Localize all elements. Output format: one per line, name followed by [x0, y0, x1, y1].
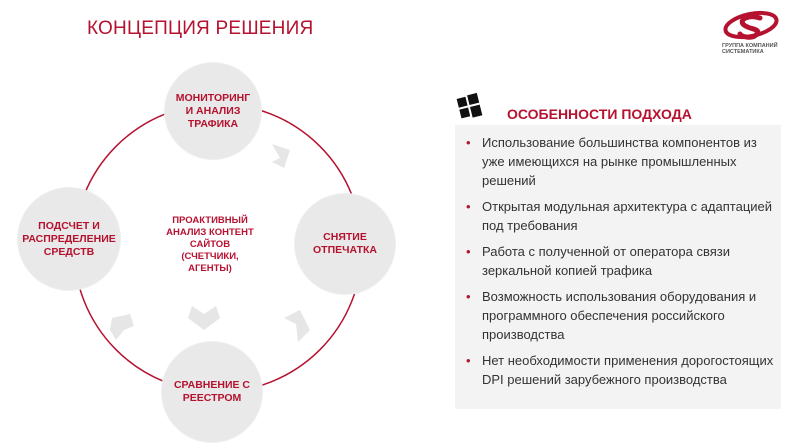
cycle-node-accounting-label: ПОДСЧЕТ И РАСПРЕДЕЛЕНИЕ СРЕДСТВ — [22, 219, 116, 258]
features-list — [466, 133, 774, 396]
list-item-text: Нет необходимости применения дорогостоящих DPI решений зарубежного производства — [482, 353, 774, 387]
bullet-icon: • — [466, 199, 471, 214]
cycle-node-fingerprint — [295, 194, 395, 294]
list-item-text: Использование большинства компонентов из уже имеющихся на рынке промышленных решений — [482, 135, 757, 188]
cycle-node-accounting — [18, 188, 120, 290]
arrow-center-down — [188, 306, 220, 330]
list-item-text: Работа с полученной от оператора связи зеркальной копией трафика — [482, 244, 730, 278]
logo-caption-line1: ГРУППА КОМПАНИЙ — [722, 43, 778, 49]
list-item — [466, 287, 774, 344]
logo-caption-line2: СИСТЕМАТИКА — [722, 49, 764, 55]
cycle-node-registry — [162, 342, 262, 442]
cycle-node-monitoring — [165, 63, 261, 159]
cycle-node-registry-label: СРАВНЕНИЕ С РЕЕСТРОМ — [173, 379, 251, 404]
list-item — [466, 242, 774, 280]
list-item — [466, 133, 774, 190]
page-title: КОНЦЕПЦИЯ РЕШЕНИЯ — [87, 18, 314, 39]
arrow-top-right — [272, 144, 290, 168]
bullet-icon: • — [466, 244, 471, 259]
bullet-icon: • — [466, 353, 471, 368]
cycle-node-fingerprint-label: СНЯТИЕ ОТПЕЧАТКА — [313, 231, 377, 256]
cycle-center-text: ПРОАКТИВНЫЙ АНАЛИЗ КОНТЕНТ САЙТОВ (СЧЕТЧИКИ, АГЕНТЫ) — [166, 215, 254, 274]
list-item — [466, 351, 774, 389]
windows-icon — [455, 92, 485, 122]
arrow-bottom-left — [110, 314, 134, 340]
list-item-text: Открытая модульная архитектура с адаптацией под требования — [482, 199, 773, 233]
list-item — [466, 197, 774, 235]
list-item-text: Возможность использования оборудования и программного обеспечения российского производства — [482, 289, 757, 342]
arrow-right-bottom — [284, 310, 310, 342]
features-title: ОСОБЕННОСТИ ПОДХОДА — [507, 106, 692, 122]
bullet-icon: • — [466, 135, 471, 150]
cycle-node-monitoring-label: МОНИТОРИНГ И АНАЛИЗ ТРАФИКА — [175, 91, 251, 130]
bullet-icon: • — [466, 289, 471, 304]
